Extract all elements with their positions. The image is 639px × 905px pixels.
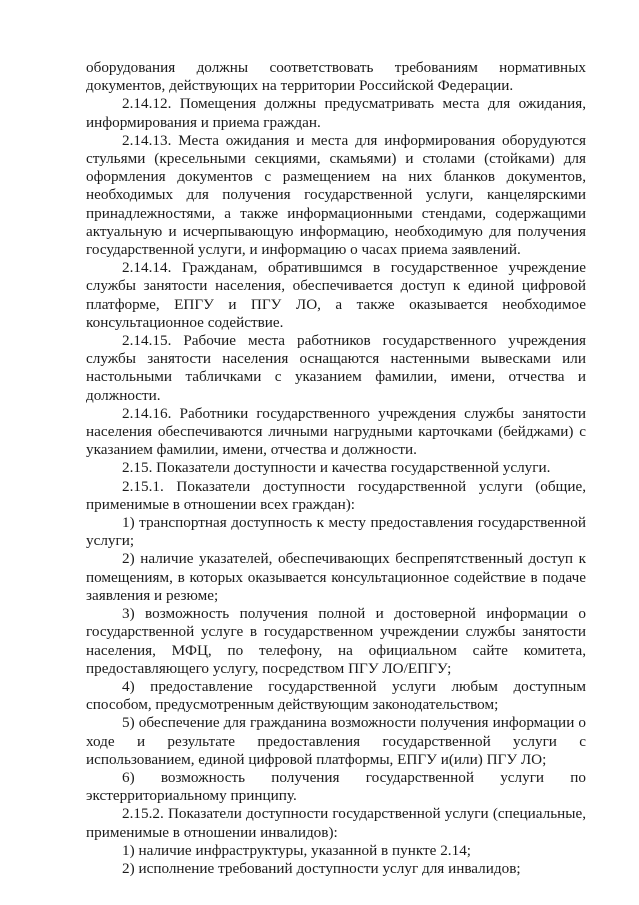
paragraph-2-14-16: 2.14.16. Работники государственного учреждения службы занятости населения обеспечиваются личными нагрудными карточками (бейджами) с указанием фамилии, имени, отчества и должности. <box>86 404 586 459</box>
list-item-4: 4) предоставление государственной услуги любым доступным способом, предусмотренным действующим законодательством; <box>86 677 586 714</box>
list-item-6: 6) возможность получения государственной услуги по экстерриториальному принципу. <box>86 768 586 805</box>
list-item-2: 2) наличие указателей, обеспечивающих беспрепятственный доступ к помещениям, в которых оказывается консультационное содействие в подаче заявления и резюме; <box>86 550 586 604</box>
list-item-3: 3) возможность получения полной и достоверной информации о государственной услуге в государственном учреждении службы занятости населения, МФЦ, по телефону, на официальном сайте комитета, предоставляющего услугу, посредством ПГУ ЛО/ЕПГУ; <box>86 605 586 677</box>
paragraph-2-14-15: 2.14.15. Рабочие места работников государственного учреждения службы занятости населения оснащаются настенными вывесками или настольными табличками с указанием фамилии, имени, отчества и должности. <box>86 332 586 404</box>
section-heading-2-15: 2.15. Показатели доступности и качества государственной услуги. <box>122 459 551 477</box>
special-list-item-2: 2) исполнение требований доступности услуг для инвалидов; <box>122 859 521 877</box>
document-page <box>86 59 586 878</box>
paragraph-2-15-2: 2.15.2. Показатели доступности государственной услуги (специальные, применимые в отношении инвалидов): <box>86 805 586 841</box>
list-item-1: 1) транспортная доступность к месту предоставления государственной услуги; <box>86 514 586 550</box>
paragraph-2-14-13: 2.14.13. Места ожидания и места для информирования оборудуются стульями (кресельными секциями, скамьями) и столами (стойками) для оформления документов с размещением на них бланков документов, необходимых для получения государственной услуги, канцелярскими принадлежностями, а также информационными стендами, содержащими актуальную и исчерпывающую информацию, необходимую для получения государственной услуги, и информацию о часах приема заявлений. <box>86 131 586 259</box>
paragraph-continuation: оборудования должны соответствовать требованиям нормативных документов, действующих на территории Российской Федерации. <box>86 59 586 95</box>
paragraph-2-14-12: 2.14.12. Помещения должны предусматривать места для ожидания, информирования и приема граждан. <box>86 95 586 131</box>
list-item-5: 5) обеспечение для гражданина возможности получения информации о ходе и результате предоставления государственной услуги с использованием, единой цифровой платформы, ЕПГУ и(или) ПГУ ЛО; <box>86 714 586 768</box>
special-list-item-1: 1) наличие инфраструктуры, указанной в пункте 2.14; <box>122 841 472 859</box>
paragraph-2-14-14: 2.14.14. Гражданам, обратившимся в государственное учреждение службы занятости населения, обеспечивается доступ к единой цифровой платформе, ЕПГУ и ПГУ ЛО, а также оказывается необходимое консультационное содействие. <box>86 259 586 331</box>
paragraph-2-15-1: 2.15.1. Показатели доступности государственной услуги (общие, применимые в отношении всех граждан): <box>86 477 586 513</box>
